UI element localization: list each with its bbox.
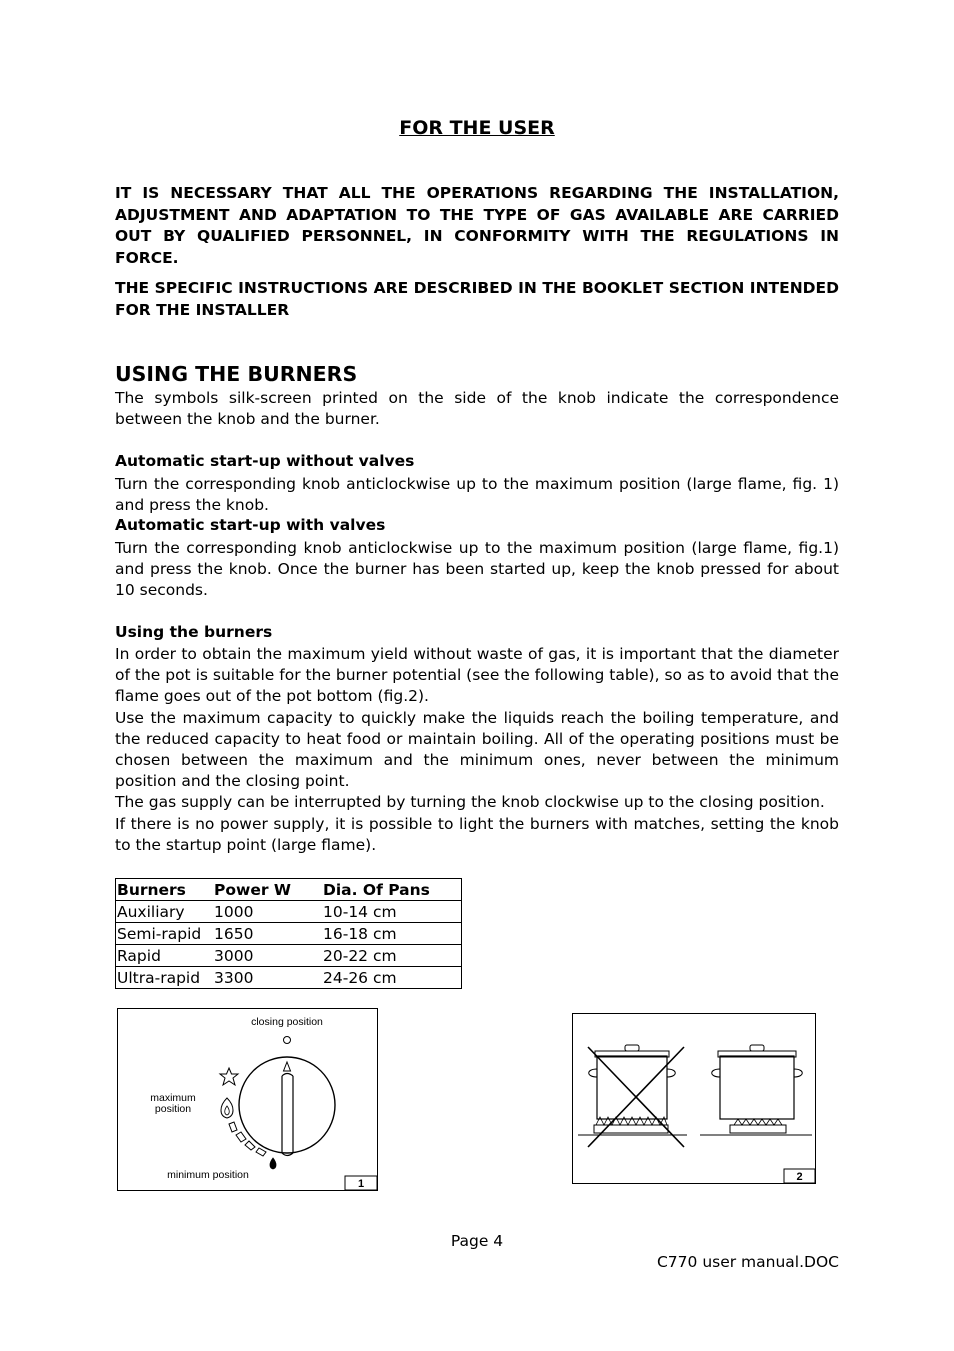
label-maximum-position-2: position <box>154 1103 192 1115</box>
scale-segment <box>229 1122 237 1132</box>
document-name: C770 user manual.DOC <box>656 1253 839 1271</box>
table-row <box>116 945 462 967</box>
pot-icon <box>597 1056 667 1119</box>
subheading-no-valves: Automatic start-up without valves <box>115 452 415 470</box>
using-paragraph-4: If there is no power supply, it is possible to light the burners with matches, setting the knob to the startup point (large flame). <box>115 814 839 854</box>
scale-segment <box>245 1141 255 1150</box>
label-minimum-position: minimum position <box>167 1169 249 1181</box>
pot-handle-icon <box>667 1069 675 1077</box>
table-cell: Auxiliary <box>116 901 214 923</box>
flame-icon <box>734 1119 782 1125</box>
subheading-using: Using the burners <box>115 623 273 641</box>
figure-number: 2 <box>796 1171 803 1183</box>
table-row <box>116 923 462 945</box>
pot-handle-icon <box>589 1069 597 1077</box>
knob-grip-top <box>282 1074 293 1077</box>
table-header-row <box>116 879 462 901</box>
section-intro: The symbols silk-screen printed on the side of the knob indicate the correspondence between the knob and the burner. <box>115 389 839 429</box>
scale-segment <box>236 1132 246 1142</box>
subheading-valves: Automatic start-up with valves <box>115 516 386 534</box>
table-header: Burners <box>116 879 214 901</box>
figure-1-knob <box>117 1008 378 1191</box>
table-cell: 3000 <box>213 945 322 967</box>
table-cell: 1650 <box>213 923 322 945</box>
table-cell: Ultra-rapid <box>116 967 214 989</box>
table-cell: 16-18 cm <box>322 923 462 945</box>
closing-point-icon <box>284 1037 291 1044</box>
table-cell: 3300 <box>213 967 322 989</box>
table-row <box>116 901 462 923</box>
warning-paragraph-1: IT IS NECESSARY THAT ALL THE OPERATIONS REGARDING THE INSTALLATION, ADJUSTMENT AND ADAPTATION TO THE TYPE OF GAS AVAILABLE ARE CARRIED OUT BY QUALIFIED PERSONNEL, IN CONFORMITY WITH THE REGULATIONS IN FORCE. <box>115 184 839 267</box>
small-flame-icon <box>270 1158 276 1169</box>
ignition-star-icon <box>220 1068 238 1085</box>
scale-segment <box>256 1148 266 1156</box>
text-no-valves: Turn the corresponding knob anticlockwise up to the maximum position (large flame, fig. 1) and press the knob. <box>115 475 839 515</box>
table-cell: Semi-rapid <box>116 923 214 945</box>
lid-knob-icon <box>750 1045 764 1051</box>
table-cell: Rapid <box>116 945 214 967</box>
label-maximum-position: maximum <box>150 1092 196 1104</box>
figure-number: 1 <box>357 1178 365 1190</box>
figure-2-pots <box>572 1013 816 1184</box>
table-row <box>116 967 462 989</box>
label-closing-position: closing position <box>251 1016 323 1028</box>
text-valves: Turn the corresponding knob anticlockwise up to the maximum position (large flame, fig.1) and press the knob. Once the burner has been started up, keep the knob pressed for about 10 seconds. <box>115 539 839 600</box>
pot-icon <box>720 1056 794 1119</box>
using-paragraph-3: The gas supply can be interrupted by turning the knob clockwise up to the closing position. <box>115 793 825 812</box>
table-header: Dia. Of Pans <box>322 879 462 901</box>
table-header: Power W <box>213 879 322 901</box>
large-flame-inner-icon <box>225 1106 230 1115</box>
table-cell: 24-26 cm <box>322 967 462 989</box>
pot-handle-icon <box>712 1069 720 1077</box>
correct-pot-group <box>700 1045 812 1135</box>
knob-indicator-icon <box>284 1062 291 1071</box>
using-paragraph-1: In order to obtain the maximum yield without waste of gas, it is important that the diameter of the pot is suitable for the burner potential (see the following table), so as to avoid that the flame goes out of the pot bottom (fig.2). <box>115 645 839 706</box>
page-title: FOR THE USER <box>399 117 555 139</box>
wrong-pot-group <box>578 1045 687 1147</box>
table-cell: 10-14 cm <box>322 901 462 923</box>
figure-2-frame <box>573 1014 816 1184</box>
using-text-block <box>115 644 839 856</box>
section-heading: USING THE BURNERS <box>115 362 358 386</box>
page-number: Page 4 <box>450 1232 504 1250</box>
table-cell: 20-22 cm <box>322 945 462 967</box>
warning-paragraph-2: THE SPECIFIC INSTRUCTIONS ARE DESCRIBED IN THE BOOKLET SECTION INTENDED FOR THE INSTALLER <box>115 279 839 319</box>
pot-handle-icon <box>794 1069 802 1077</box>
using-paragraph-2: Use the maximum capacity to quickly make the liquids reach the boiling temperature, and the reduced capacity to heat food or maintain boiling. All of the operating positions must be chosen between the maximum and the minimum ones, never between the minimum position and the closing point. <box>115 708 839 791</box>
table-cell: 1000 <box>213 901 322 923</box>
burners-table <box>115 878 462 989</box>
lid-knob-icon <box>625 1045 639 1051</box>
burner-icon <box>730 1125 786 1133</box>
